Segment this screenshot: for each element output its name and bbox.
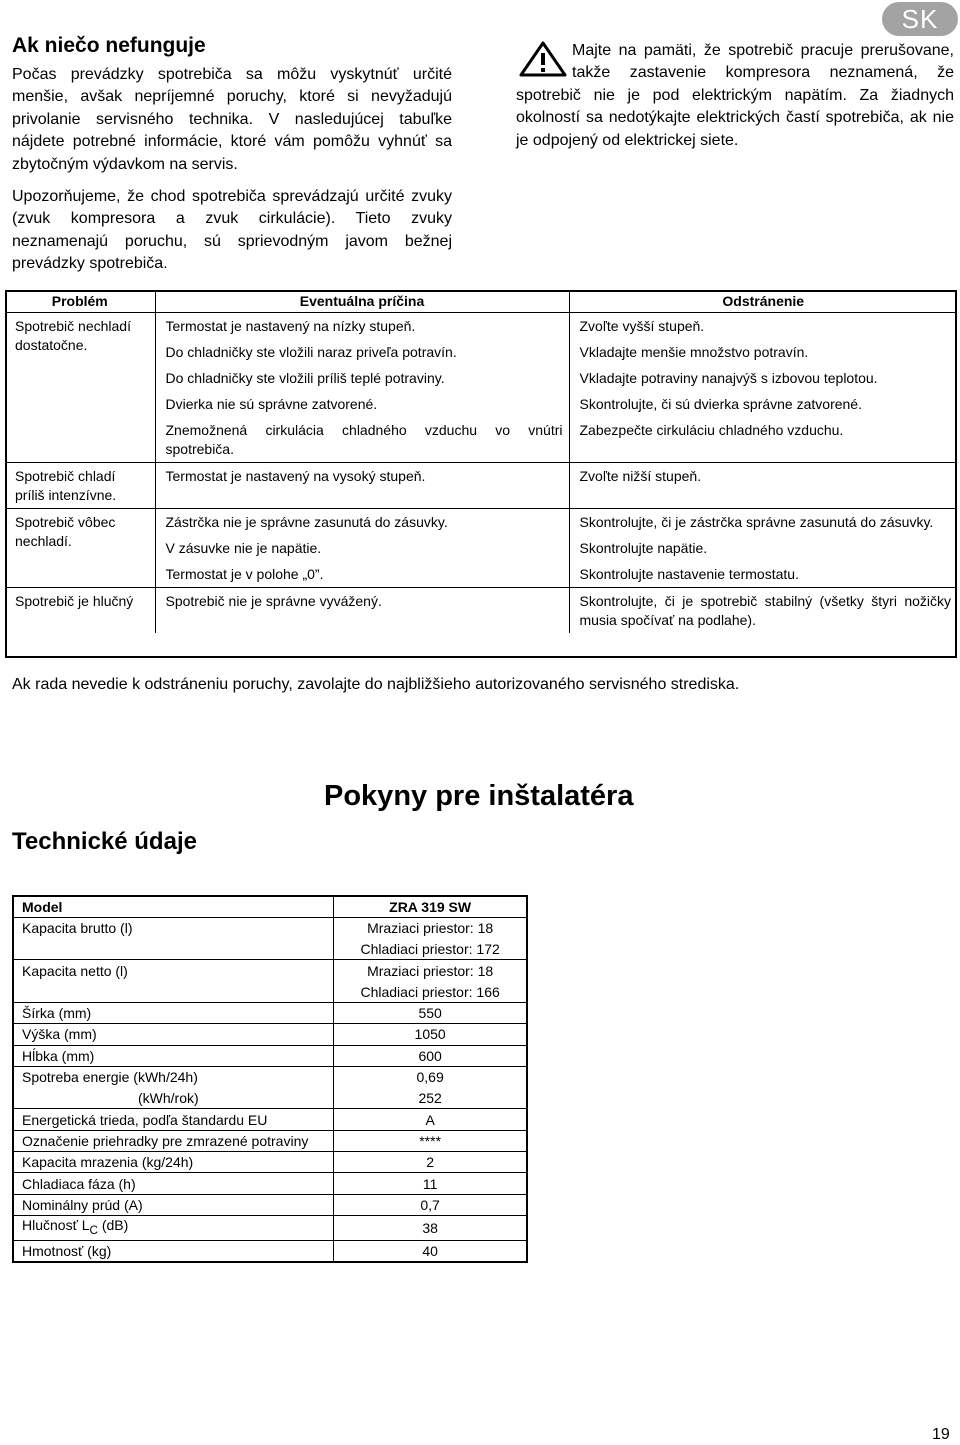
warning-triangle-icon <box>518 40 568 78</box>
spec-label: Nominálny prúd (A) <box>13 1194 334 1215</box>
cause-cell <box>155 509 569 588</box>
cause-line: V zásuvke nie je napätie. <box>165 540 322 556</box>
specs-row <box>13 1130 527 1151</box>
problem-cell: Spotrebič je hlučný <box>15 593 134 609</box>
spec-value: 600 <box>334 1045 527 1066</box>
table-header-row <box>5 290 957 313</box>
spec-label: Hĺbka (mm) <box>13 1045 334 1066</box>
specs-row <box>13 1173 527 1194</box>
spec-value: 0,7 <box>334 1194 527 1215</box>
specs-row <box>13 1088 527 1109</box>
spec-value: 0,69 <box>334 1066 527 1087</box>
remedy-line: Skontrolujte, či sú dvierka správne zatvorené. <box>579 396 862 412</box>
cause-line: Termostat je nastavený na nízky stupeň. <box>165 318 416 334</box>
specs-row <box>13 1024 527 1045</box>
remedy-cell <box>569 509 957 588</box>
table-row <box>5 463 957 509</box>
spec-label: Kapacita mrazenia (kg/24h) <box>13 1152 334 1173</box>
spec-label: Spotreba energie (kWh/24h) <box>13 1066 334 1087</box>
troubleshooting-table <box>5 290 957 633</box>
cause-line: Dvierka nie sú správne zatvorené. <box>165 396 378 412</box>
column-header-cause: Eventuálna príčina <box>155 290 569 313</box>
specs-row <box>13 1045 527 1066</box>
spec-value: 550 <box>334 1002 527 1023</box>
cause-cell <box>155 313 569 463</box>
spec-value: 38 <box>334 1215 527 1240</box>
tech-heading: Technické údaje <box>12 828 197 855</box>
remedy-cell <box>569 463 957 509</box>
spec-value: **** <box>334 1130 527 1151</box>
spec-label-empty <box>13 981 334 1002</box>
remedy-line: Vkladajte menšie množstvo potravín. <box>579 344 809 360</box>
remedy-line: Skontrolujte, či je zástrčka správne zasunutá do zásuvky. <box>579 514 934 530</box>
remedy-cell <box>569 588 957 634</box>
remedy-line: Zvoľte vyšší stupeň. <box>579 318 705 334</box>
cause-line: Spotrebič nie je správne vyvážený. <box>165 593 382 609</box>
section-title: Ak niečo nefunguje <box>12 34 206 57</box>
remedy-cell <box>569 313 957 463</box>
spec-value: 2 <box>334 1152 527 1173</box>
noise-label-unit: (dB) <box>97 1216 129 1233</box>
install-heading: Pokyny pre inštalatéra <box>324 780 634 812</box>
spec-label: Hmotnosť (kg) <box>13 1240 334 1261</box>
spec-label: Kapacita netto (l) <box>13 960 334 981</box>
spec-label: Výška (mm) <box>13 1024 334 1045</box>
warning-note <box>516 40 954 152</box>
spec-value: 1050 <box>334 1024 527 1045</box>
specs-row <box>13 917 527 938</box>
specs-row <box>13 1066 527 1087</box>
cause-line: Znemožnená cirkulácia chladného vzduchu vo vnútri spotrebiča. <box>165 422 563 457</box>
service-note: Ak rada nevedie k odstráneniu poruchy, zavolajte do najbližšieho autorizovaného servisného strediska. <box>12 676 740 693</box>
spec-value: Mraziaci priestor: 18 <box>334 960 527 981</box>
intro-paragraph: Počas prevádzky spotrebiča sa môžu vyskytnúť určité menšie, avšak nepríjemné poruchy, ktoré si nevyžadujú privolanie servisného technika. V nasledujúcej tabuľke nájdete potrebné informácie, ktoré vám pomôžu vyhnúť sa zbytočným výdavkom na servis. <box>12 66 452 173</box>
cause-line: Zástrčka nie je správne zasunutá do zásuvky. <box>165 514 448 530</box>
cause-line: Do chladničky ste vložili naraz priveľa potravín. <box>165 344 457 360</box>
page-number: 19 <box>932 1426 950 1443</box>
cause-line: Termostat je v polohe „0”. <box>165 566 324 582</box>
cause-line: Termostat je nastavený na vysoký stupeň. <box>165 468 426 484</box>
warning-text: Majte na pamäti, že spotrebič pracuje prerušovane, takže zastavenie kompresora neznamená, že spotrebič nie je pod elektrickým napätím. Za žiadnych okolností sa nedotýkajte elektrických častí spotrebiča, ak nie je odpojený od elektrickej siete. <box>516 42 954 149</box>
table-row <box>5 588 957 634</box>
spec-value: A <box>334 1109 527 1130</box>
spec-label: Označenie priehradky pre zmrazené potraviny <box>13 1130 334 1151</box>
table-row <box>5 313 957 463</box>
spec-label <box>13 1215 334 1240</box>
noise-label-sub: C <box>89 1223 98 1237</box>
remedy-line: Zvoľte nižší stupeň. <box>579 468 702 484</box>
spec-value: Mraziaci priestor: 18 <box>334 917 527 938</box>
remedy-line: Zabezpečte cirkuláciu chladného vzduchu. <box>579 422 844 438</box>
remedy-line: Vkladajte potraviny nanajvýš s izbovou teplotou. <box>579 370 878 386</box>
specs-row <box>13 1002 527 1023</box>
spec-label: Chladiaca fáza (h) <box>13 1173 334 1194</box>
spec-label: Kapacita brutto (l) <box>13 917 334 938</box>
remedy-line: Skontrolujte napätie. <box>579 540 708 556</box>
specs-row <box>13 981 527 1002</box>
spec-label: (kWh/rok) <box>13 1088 334 1109</box>
table-row <box>5 509 957 588</box>
column-header-problem: Problém <box>5 290 155 313</box>
spec-value: Chladiaci priestor: 166 <box>334 981 527 1002</box>
noise-paragraph: Upozorňujeme, že chod spotrebiča sprevádzajú určité zvuky (zvuk kompresora a zvuk cirkulácie). Tieto zvuky neznamenajú poruchu, sú sprievodným javom bežnej prevádzky spotrebiča. <box>12 188 452 273</box>
spec-value: ZRA 319 SW <box>334 896 527 917</box>
spec-value: Chladiaci priestor: 172 <box>334 939 527 960</box>
cause-cell <box>155 463 569 509</box>
spec-label-empty <box>13 939 334 960</box>
cause-cell <box>155 588 569 634</box>
specs-row <box>13 1240 527 1261</box>
spec-value: 40 <box>334 1240 527 1261</box>
specs-row <box>13 1194 527 1215</box>
spec-label: Model <box>13 896 334 917</box>
cause-line: Do chladničky ste vložili príliš teplé potraviny. <box>165 370 445 386</box>
remedy-line: Skontrolujte, či je spotrebič stabilný (všetky štyri nožičky musia spočívať na podlahe). <box>579 593 951 628</box>
spec-value: 252 <box>334 1088 527 1109</box>
language-badge: SK <box>882 2 958 36</box>
remedy-line: Skontrolujte nastavenie termostatu. <box>579 566 799 582</box>
troubleshooting-intro <box>12 34 452 286</box>
problem-cell: Spotrebič chladí príliš intenzívne. <box>5 463 155 509</box>
problem-cell: Spotrebič nechladí dostatočne. <box>5 313 155 463</box>
specs-row <box>13 896 527 917</box>
spec-label: Šírka (mm) <box>13 1002 334 1023</box>
column-header-remedy: Odstránenie <box>569 290 957 313</box>
specs-row <box>13 939 527 960</box>
specs-row <box>13 960 527 981</box>
specs-table <box>12 895 528 1263</box>
noise-label-main: Hlučnosť L <box>22 1216 90 1233</box>
spec-value: 11 <box>334 1173 527 1194</box>
specs-row <box>13 1109 527 1130</box>
spec-label: Energetická trieda, podľa štandardu EU <box>13 1109 334 1130</box>
problem-cell: Spotrebič vôbec nechladí. <box>5 509 155 588</box>
specs-row <box>13 1152 527 1173</box>
specs-row <box>13 1215 527 1240</box>
